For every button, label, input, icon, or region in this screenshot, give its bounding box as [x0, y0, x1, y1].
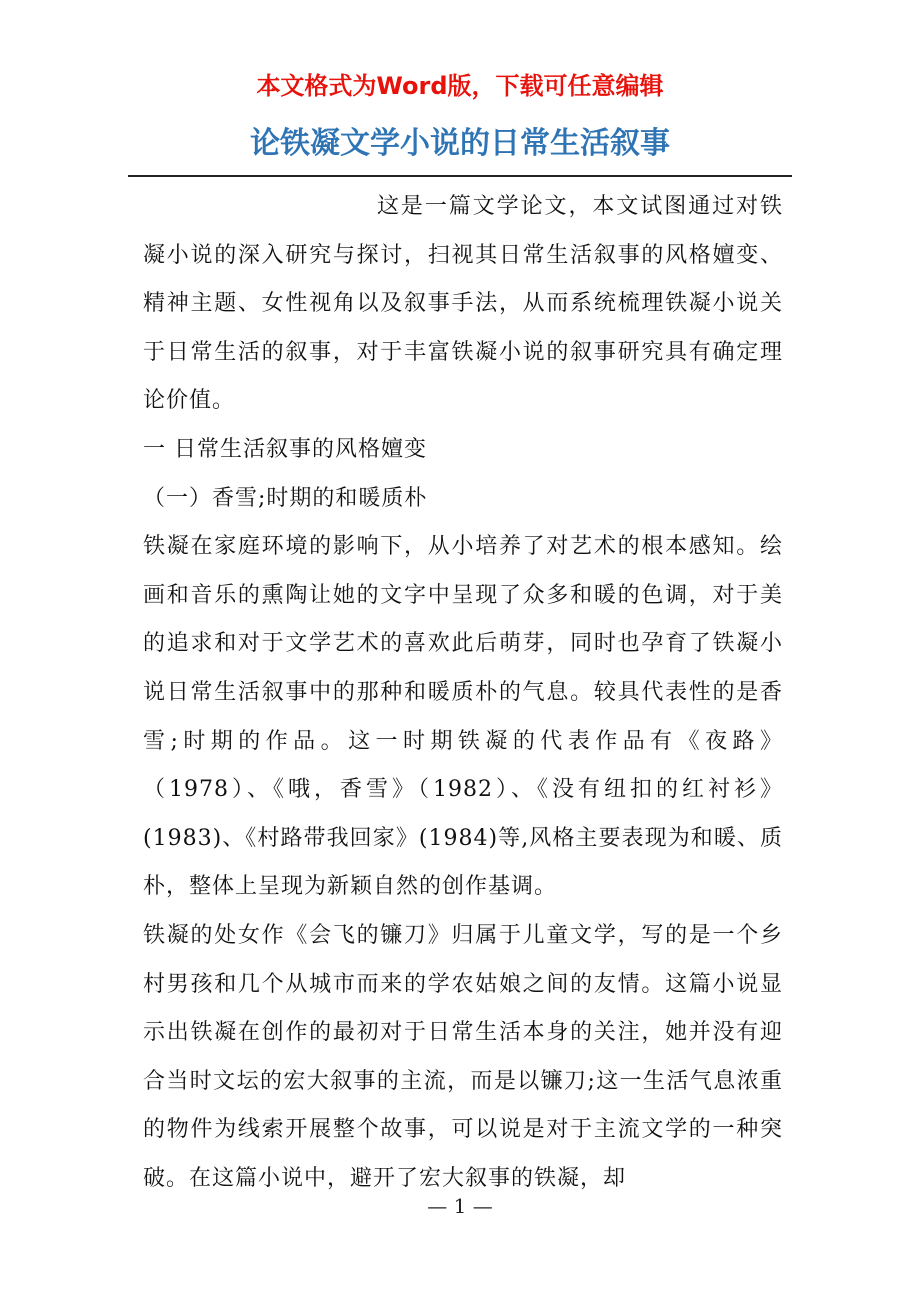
document-title: 论铁凝文学小说的日常生活叙事 [250, 126, 670, 161]
title-divider [128, 175, 792, 177]
format-notice: 本文格式为Word版，下载可任意编辑 [256, 72, 664, 100]
body-paragraph: 铁凝在家庭环境的影响下，从小培养了对艺术的根本感知。绘画和音乐的熏陶让她的文字中呈现了众多和暖的色调，对于美的追求和对于文学艺术的喜欢此后萌芽，同时也孕育了铁凝小说日常生活叙事中的那种和暖质朴的气息。较具代表性的是香雪;时期的作品。这一时期铁凝的代表作品有《夜路》（1978）、《哦，香雪》（1982）、《没有纽扣的红衬衫》(1983)、《村路带我回家》(1984)等,风格主要表现为和暖、质朴，整体上呈现为新颖自然的创作基调。 [143, 534, 783, 900]
subsection-heading: （一）香雪;时期的和暖质朴 [143, 485, 428, 511]
document-body [143, 183, 783, 1203]
abstract-paragraph: 这是一篇文学论文，本文试图通过对铁凝小说的深入研究与探讨，扫视其日常生活叙事的风格嬗变、精神主题、女性视角以及叙事手法，从而系统梳理铁凝小说关于日常生活的叙事，对于丰富铁凝小说的叙事研究具有确定理论价值。 [143, 194, 783, 414]
body-paragraph: 铁凝的处女作《会飞的镰刀》归属于儿童文学，写的是一个乡村男孩和几个从城市而来的学农姑娘之间的友情。这篇小说显示出铁凝在创作的最初对于日常生活本身的关注，她并没有迎合当时文坛的宏大叙事的主流，而是以镰刀;这一生活气息浓重的物件为线索开展整个故事，可以说是对于主流文学的一种突破。在这篇小说中，避开了宏大叙事的铁凝，却 [143, 922, 783, 1191]
section-heading: 一 日常生活叙事的风格嬗变 [143, 436, 427, 462]
page-number: — 1 — [427, 1194, 493, 1218]
